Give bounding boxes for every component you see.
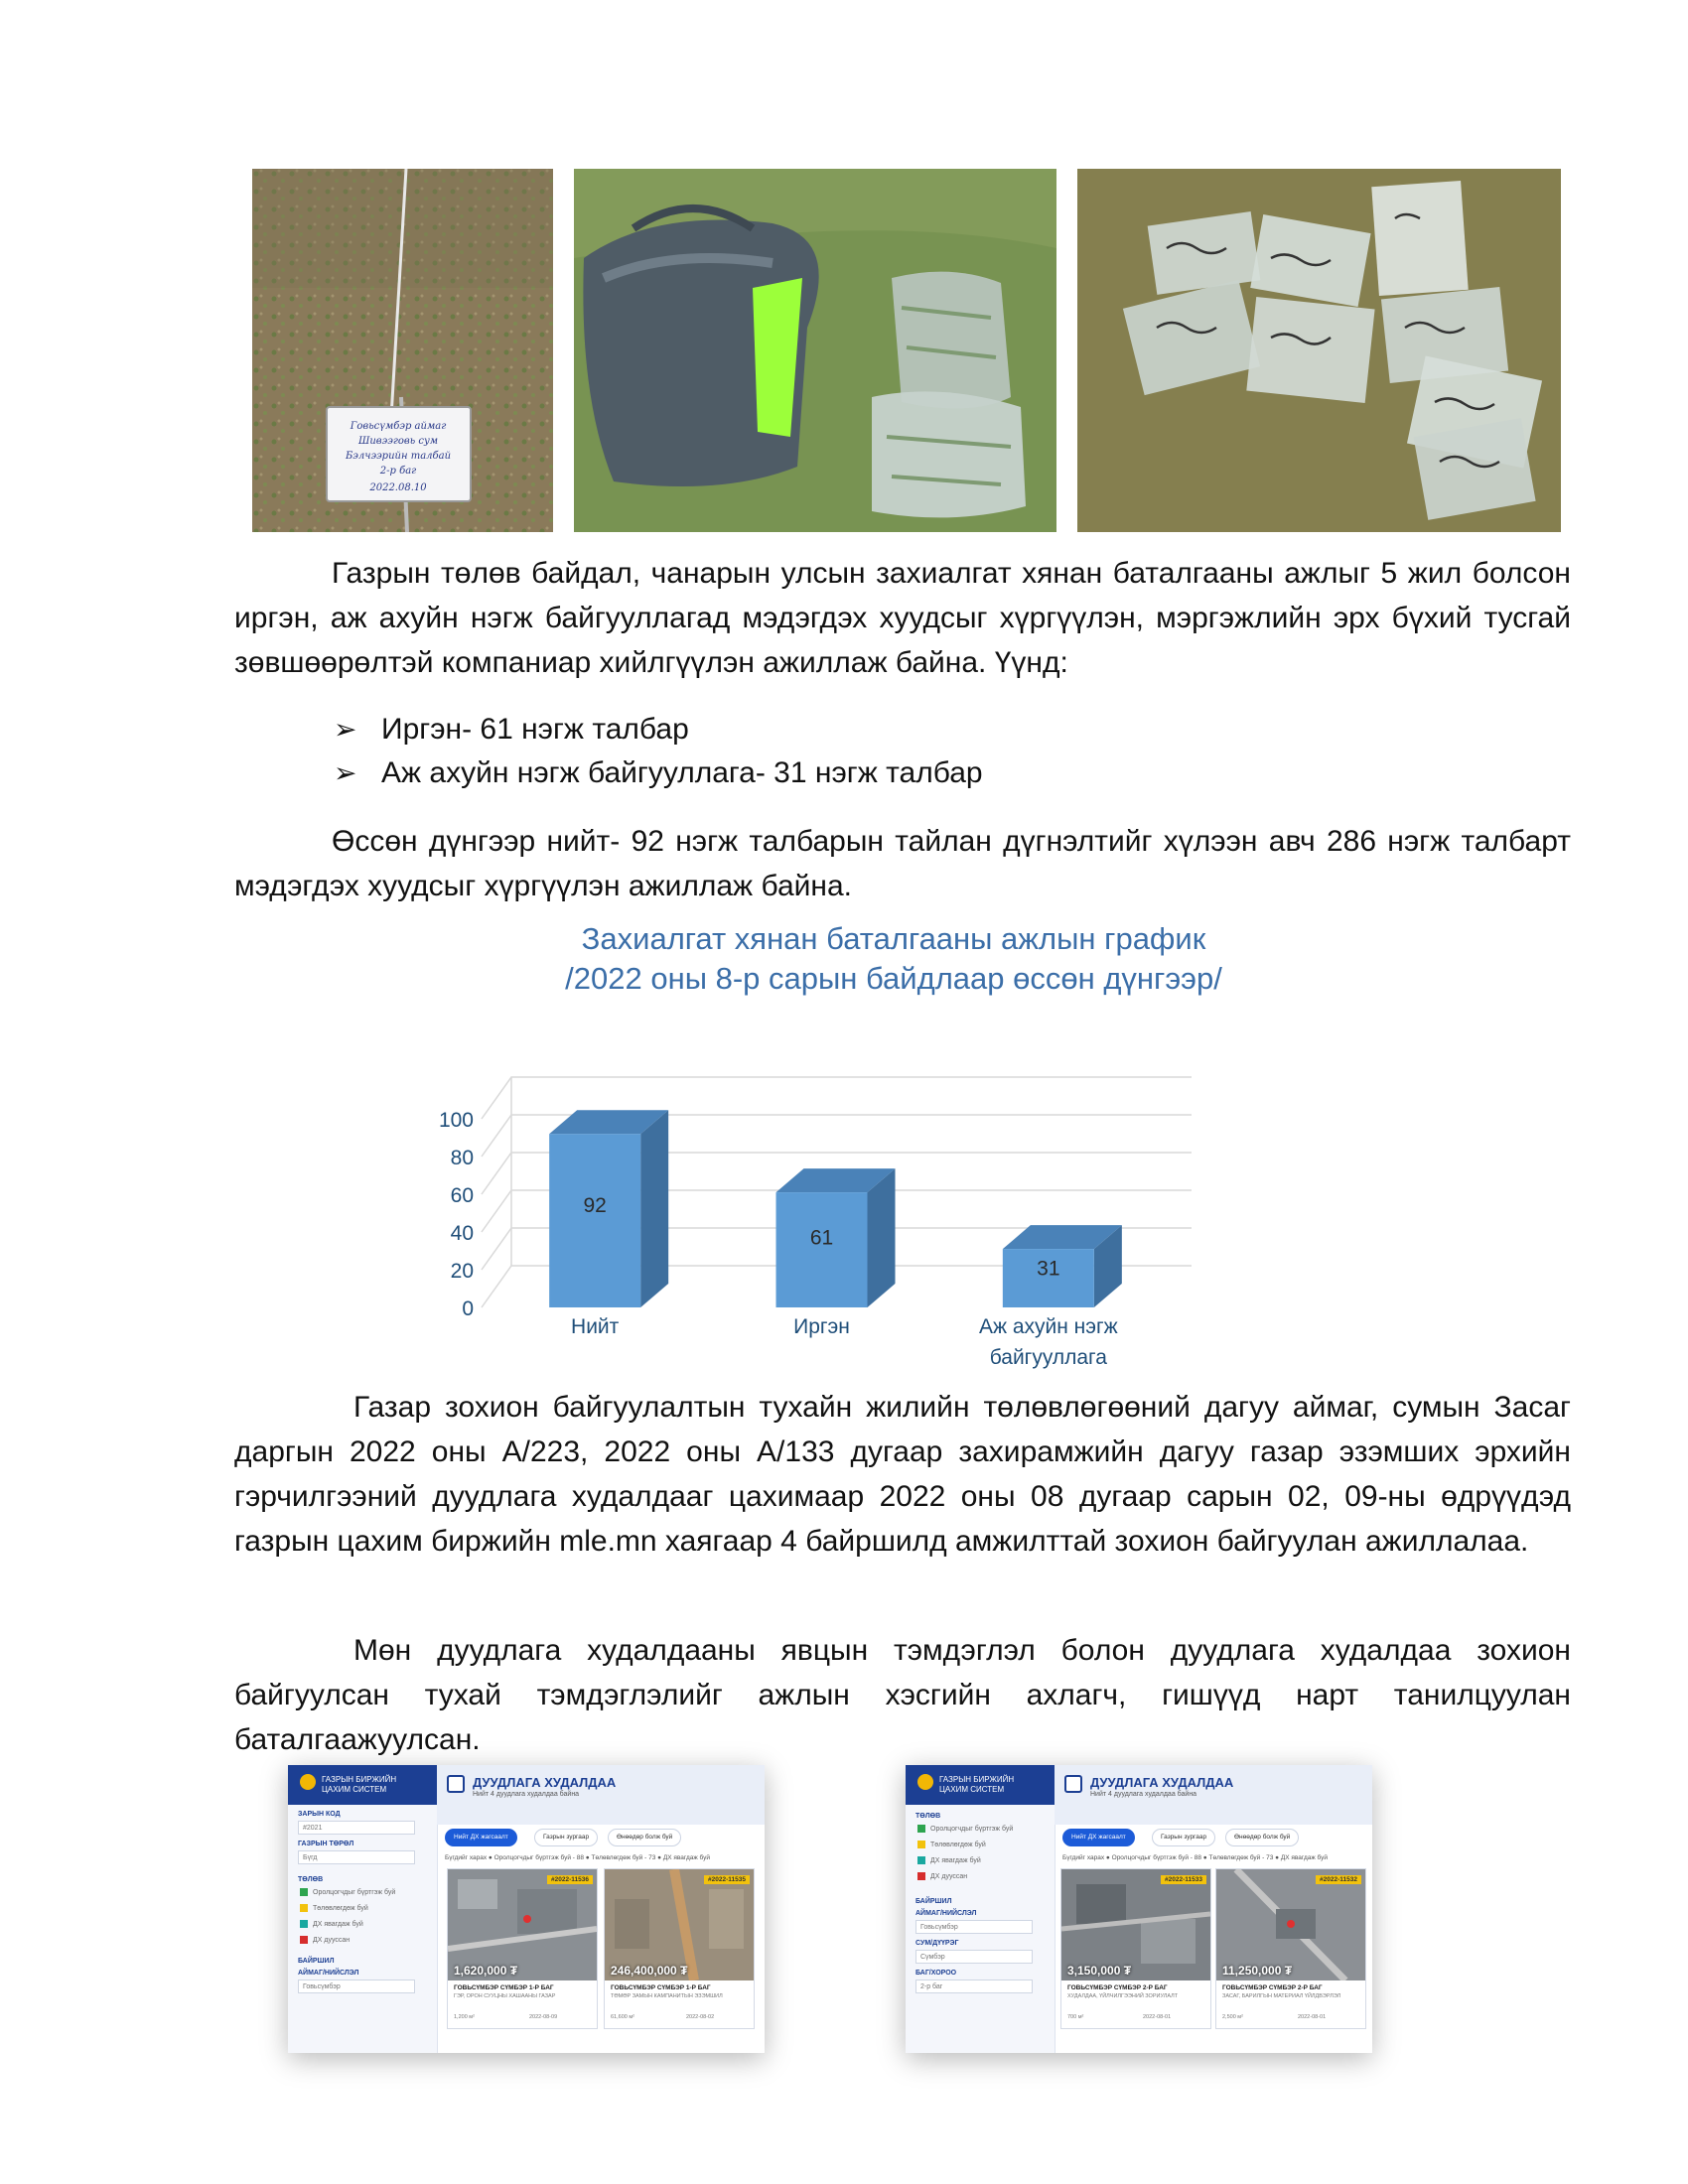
sign-line-1: Говьсүмбэр аймаг xyxy=(350,421,447,432)
tab-map[interactable]: Газрын зургаар xyxy=(1152,1829,1215,1846)
red-checkbox-icon[interactable] xyxy=(917,1872,925,1880)
logo-line-1: ГАЗРЫН БИРЖИЙН xyxy=(322,1775,397,1784)
card-price: 3,150,000 ₮ xyxy=(1067,1964,1132,1978)
legend-label: Оролцогчдыг бүртгэж буй xyxy=(930,1825,1014,1833)
sign-line-3: Бэлчээрийн талбай xyxy=(345,451,452,462)
legend-title: ТӨЛӨВ xyxy=(298,1876,324,1883)
bullet-text: Аж ахуйн нэгж байгууллага- 31 нэгж талбар xyxy=(381,756,983,789)
field-label: ЗАРЫН КОД xyxy=(298,1811,341,1818)
card-subtitle: ЗАСАГ, БАРИЛГЫН МАТЕРИАЛ ҮЙЛДВЭРЛЭЛ xyxy=(1222,1993,1341,1999)
legend-label: Төлөвлөгдөж буй xyxy=(313,1904,368,1912)
paragraph-2: Өссөн дүнгээр нийт- 92 нэгж талбарын тайлан дүгнэлтийг хүлээн авч 286 нэгж талбарт мэдэгдэх хуудсыг хүргүүлэн ажиллаж байна. xyxy=(234,825,1571,902)
bar xyxy=(549,1134,640,1307)
auction-screenshot-2 xyxy=(906,1765,1372,2053)
card-date: 2022-08-09 xyxy=(529,2014,558,2020)
auction-screenshot-1 xyxy=(288,1765,765,2053)
sample-bag-photo xyxy=(574,169,1056,532)
x-tick-label: Аж ахуйн нэгж xyxy=(978,1315,1118,1338)
land-type-select[interactable]: Бүгд xyxy=(298,1850,415,1864)
legend-item[interactable] xyxy=(917,1872,967,1880)
province-select[interactable]: Говьсүмбэр xyxy=(298,1979,415,1993)
legend-title: ТӨЛӨВ xyxy=(915,1813,941,1820)
logo-line-2: ЦАХИМ СИСТЕМ xyxy=(322,1785,387,1794)
red-checkbox-icon[interactable] xyxy=(300,1936,308,1944)
paragraph-3: Газар зохион байгуулалтын тухайн жилийн төлөвлөгөөний дагуу аймаг, сумын Засаг даргын 2022 оны А/223, 2022 оны А/133 дугаар захирамжийн дагуу газар эзэмших эрхийн гэрчилгээний дуудлага худалдааг цахимаар 2022 оны 08 дугаар сарын 02, 09-ны өдрүүдэд газрын цахим биржийн mle.mn хаягаар 4 байршилд амжилттай зохион байгуулан ажиллалаа. xyxy=(234,1391,1571,1558)
legend-item xyxy=(300,1888,395,1896)
page-subtitle: Нийт 4 дуудлага худалдаа байна xyxy=(1090,1791,1197,1798)
arrow-bullet-icon: ➢ xyxy=(334,757,357,788)
legend-label: Төлөвлөгдөж буй xyxy=(930,1841,986,1848)
card-title: ГОВЬСҮМБЭР СҮМБЭР 1-Р БАГ xyxy=(454,1984,554,1991)
card-area: 2,500 м² xyxy=(1222,2014,1243,2020)
exchange-logo xyxy=(906,1765,1055,1805)
status-filter-bar[interactable]: Бүгдийг харах ● Оролцогчдыг бүртгэж буй - 88 ● Төлөвлөгдөж буй - 73 ● ДХ явагдаж буй xyxy=(1062,1854,1329,1861)
location-title: БАЙРШИЛ xyxy=(298,1958,335,1965)
data-label: 92 xyxy=(583,1193,607,1217)
legend-label: ДХ дууссан xyxy=(930,1872,968,1880)
sample-bag-photo-art xyxy=(574,169,1056,532)
legend-item xyxy=(917,1856,981,1864)
teal-square-icon xyxy=(917,1856,925,1864)
exchange-logo xyxy=(288,1765,437,1805)
y-tick-label: 20 xyxy=(450,1260,474,1283)
page-subtitle: Нийт 4 дуудлага худалдаа байна xyxy=(473,1791,580,1798)
green-square-icon xyxy=(300,1888,308,1896)
subdistrict-select[interactable]: 2-р баг xyxy=(915,1979,1033,1993)
legend-label: ДХ дууссан xyxy=(313,1936,351,1944)
field-label: ГАЗРЫН ТӨРӨЛ xyxy=(298,1841,354,1847)
bullet-text: Иргэн- 61 нэгж талбар xyxy=(381,713,689,746)
tab-today[interactable]: Өнөөдөр болж буй xyxy=(608,1829,681,1846)
legend-item xyxy=(300,1904,368,1912)
listing-code-input[interactable]: #2021 xyxy=(298,1821,415,1835)
card-date: 2022-08-01 xyxy=(1298,2014,1327,2020)
yellow-square-icon xyxy=(917,1841,925,1848)
legend-item xyxy=(917,1841,986,1848)
tab-today[interactable]: Өнөөдөр болж буй xyxy=(1225,1829,1299,1846)
card-price: 11,250,000 ₮ xyxy=(1222,1964,1293,1978)
filter-sidebar xyxy=(288,1765,438,2053)
legend-item xyxy=(917,1825,1013,1833)
legend-label: ДХ явагдаж буй xyxy=(930,1856,981,1864)
bar-side xyxy=(868,1168,896,1307)
tab-list[interactable]: Нийт ДХ жагсаалт xyxy=(1062,1829,1135,1846)
province-select[interactable]: Говьсүмбэр xyxy=(915,1920,1033,1934)
card-title: ГОВЬСҮМБЭР СҮМБЭР 2-Р БАГ xyxy=(1222,1984,1323,1991)
page-header xyxy=(1055,1765,1372,1825)
card-area: 1,200 м² xyxy=(454,2014,475,2020)
y-tick-label: 40 xyxy=(450,1222,474,1245)
data-label: 31 xyxy=(1037,1257,1060,1281)
status-filter-bar[interactable]: Бүгдийг харах ● Оролцогчдыг бүртгэж буй - 88 ● Төлөвлөгдөж буй - 73 ● ДХ явагдаж буй xyxy=(445,1854,711,1861)
card-price: 246,400,000 ₮ xyxy=(611,1964,688,1978)
chart-title: Захиалгат хянан баталгааны ажлын график xyxy=(581,921,1206,956)
auction-card[interactable] xyxy=(447,1868,598,2029)
shield-icon xyxy=(1064,1775,1082,1793)
page-title: ДУУДЛАГА ХУДАЛДАА xyxy=(473,1775,617,1790)
arrow-bullet-icon: ➢ xyxy=(334,714,357,745)
y-tick-label: 80 xyxy=(450,1147,474,1169)
page-header xyxy=(437,1765,765,1825)
teal-square-icon xyxy=(300,1920,308,1928)
chart-y-axis xyxy=(439,1109,474,1320)
bar xyxy=(776,1192,868,1307)
auction-card[interactable] xyxy=(1215,1868,1366,2029)
field-label: АЙМАГ/НИЙСЛЭЛ xyxy=(298,1970,359,1977)
sign-line-4: 2-р баг xyxy=(379,466,417,477)
tab-map[interactable]: Газрын зургаар xyxy=(534,1829,598,1846)
field-sign-photo-art xyxy=(252,169,553,532)
district-select[interactable]: Сүмбэр xyxy=(915,1950,1033,1964)
card-area: 61,600 м² xyxy=(611,2014,634,2020)
card-subtitle: ГЭР, ОРОН СУУЦНЫ ХАШААНЫ ГАЗАР xyxy=(454,1993,556,1999)
sample-packets-photo xyxy=(1077,169,1561,532)
logo-line-1: ГАЗРЫН БИРЖИЙН xyxy=(939,1775,1015,1784)
sample-packets-photo-art xyxy=(1077,169,1561,532)
card-area: 700 м² xyxy=(1067,2014,1084,2020)
chart-x-axis xyxy=(571,1315,1118,1369)
listing-id-badge: #2022-11535 xyxy=(704,1875,750,1884)
legend-label: ДХ явагдаж буй xyxy=(313,1920,363,1928)
location-title: БАЙРШИЛ xyxy=(915,1898,952,1905)
location-pin-icon xyxy=(300,1774,316,1790)
bar-side xyxy=(640,1110,668,1307)
page-title: ДУУДЛАГА ХУДАЛДАА xyxy=(1090,1775,1234,1790)
paragraph-4: Мөн дуудлага худалдааны явцын тэмдэглэл болон дуудлага худалдаа зохион байгуулсан тухай тэмдэглэлийг ажлын хэсгийн ахлагч, гишүүд нарт танилцуулан баталгаажуулсан. xyxy=(234,1634,1571,1756)
auction-card[interactable] xyxy=(1060,1868,1211,2029)
chart-bars xyxy=(549,1110,1122,1307)
card-date: 2022-08-02 xyxy=(686,2014,715,2020)
y-tick-label: 100 xyxy=(438,1109,474,1132)
y-tick-label: 60 xyxy=(450,1184,474,1207)
data-label: 61 xyxy=(809,1226,834,1250)
legend-item xyxy=(300,1920,363,1928)
location-pin-icon xyxy=(917,1774,933,1790)
paragraph-1: Газрын төлөв байдал, чанарын улсын захиалгат хянан баталгааны ажлыг 5 жил болсон иргэн, аж ахуйн нэгж байгууллагад мэдэгдэх хуудсыг хүргүүлэн, мэргэжлийн эрх бүхий тусгай зөвшөөрөлтэй компаниар хийлгүүлэн ажиллаж байна. Үүнд: xyxy=(234,557,1571,679)
card-subtitle: ТӨМӨР ЗАМЫН КАМПАНИТЫН ЭЗЭМШИЛ xyxy=(611,1993,723,1999)
card-subtitle: ХУДАЛДАА, ҮЙЛЧИЛГЭЭНИЙ ЗОРИУЛАЛТ xyxy=(1067,1993,1179,1999)
sign-line-5: 2022.08.10 xyxy=(369,482,427,493)
y-tick-label: 0 xyxy=(462,1297,474,1320)
auction-card[interactable] xyxy=(604,1868,755,2029)
chart-subtitle: /2022 оны 8-р сарын байдлаар өссөн дүнгээр/ xyxy=(565,961,1222,996)
yellow-square-icon xyxy=(300,1904,308,1912)
field-sign-photo xyxy=(252,169,553,532)
x-tick-label: байгууллага xyxy=(989,1346,1107,1369)
filter-sidebar xyxy=(906,1765,1055,2053)
tab-list[interactable]: Нийт ДХ жагсаалт xyxy=(445,1829,517,1846)
green-square-icon xyxy=(917,1825,925,1833)
logo-line-2: ЦАХИМ СИСТЕМ xyxy=(939,1785,1005,1794)
field-label: БАГ/ХОРОО xyxy=(915,1970,957,1977)
legend-label: Оролцогчдыг бүртгэж буй xyxy=(313,1888,396,1896)
x-tick-label: Иргэн xyxy=(793,1315,850,1338)
card-date: 2022-08-01 xyxy=(1143,2014,1172,2020)
field-label: СУМ/ДҮҮРЭГ xyxy=(915,1940,959,1947)
sign-line-2: Шивээговь сум xyxy=(357,436,439,447)
bar-chart xyxy=(397,1013,1311,1370)
card-price: 1,620,000 ₮ xyxy=(454,1964,518,1978)
listing-id-badge: #2022-11532 xyxy=(1316,1875,1361,1884)
field-label: АЙМАГ/НИЙСЛЭЛ xyxy=(915,1910,977,1917)
shield-icon xyxy=(447,1775,465,1793)
card-title: ГОВЬСҮМБЭР СҮМБЭР 1-Р БАГ xyxy=(611,1984,711,1991)
legend-item[interactable] xyxy=(300,1936,350,1944)
listing-id-badge: #2022-11533 xyxy=(1161,1875,1206,1884)
card-title: ГОВЬСҮМБЭР СҮМБЭР 2-Р БАГ xyxy=(1067,1984,1168,1991)
x-tick-label: Нийт xyxy=(571,1315,620,1338)
listing-id-badge: #2022-11536 xyxy=(547,1875,593,1884)
